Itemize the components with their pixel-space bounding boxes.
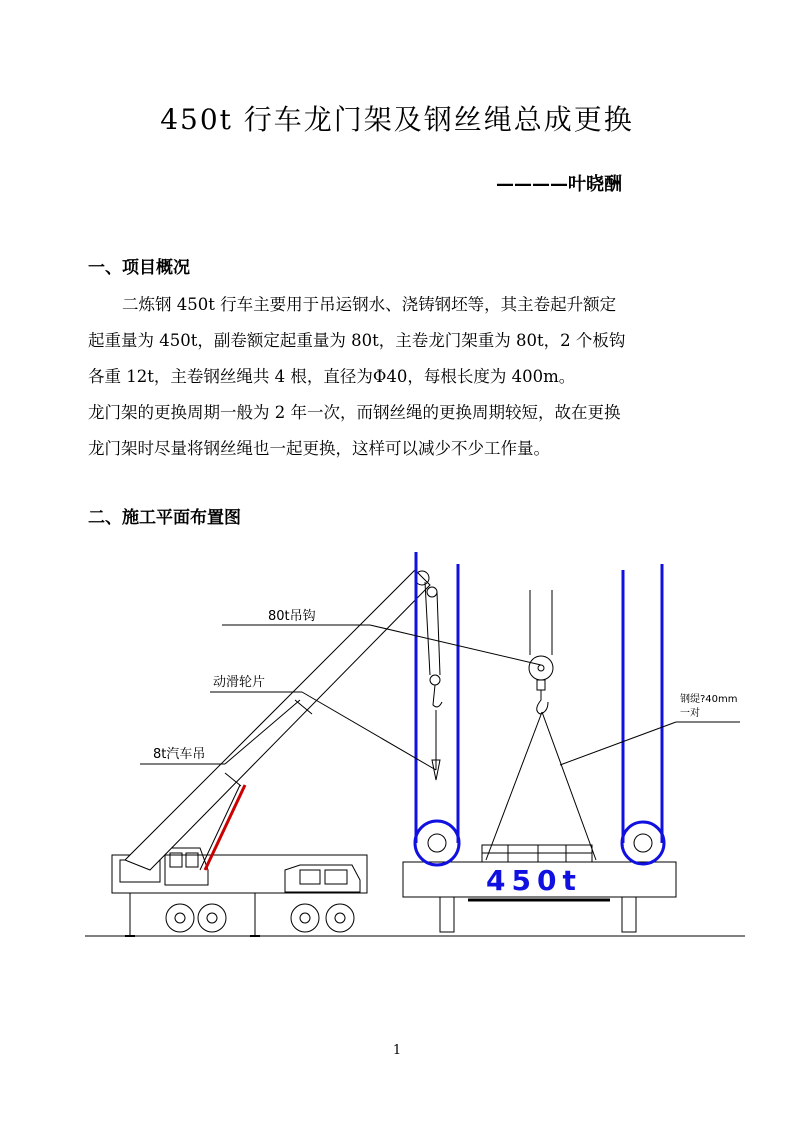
body-line: 龙门架的更换周期一般为 2 年一次，而钢丝绳的更换周期较短，故在更换 [88, 403, 621, 422]
page-number: 1 [392, 1043, 402, 1058]
body-line: 龙门架时尽量将钢丝绳也一起更换，这样可以减少不少工作量。 [88, 439, 550, 458]
label-pulley: 动滑轮片 [213, 675, 266, 690]
rope-drum-right [622, 564, 664, 864]
main-hook-and-slings [486, 590, 596, 860]
section-1-heading: 一、项目概况 [88, 258, 190, 278]
crane-hook-assembly [425, 582, 442, 780]
label-80t-hook: 80t吊钩 [268, 609, 316, 624]
label-truck-crane: 8t汽车吊 [153, 747, 206, 762]
label-rope-spec: 钢缇?40mm [680, 694, 738, 705]
page-title: 450t 行车龙门架及钢丝绳总成更换 [160, 103, 634, 136]
section-1-body [88, 287, 688, 467]
body-line: 起重量为 450t，副卷额定起重量为 80t，主卷龙门架重为 80t，2 个板钩 [88, 331, 626, 350]
author-line: ————叶晓酬 [496, 174, 622, 195]
body-line: 各重 12t，主卷钢丝绳共 4 根，直径为Φ40，每根长度为 400m。 [88, 367, 576, 386]
leader-lines [140, 625, 740, 770]
label-rope-pair: 一对 [680, 708, 700, 719]
construction-layout-diagram [0, 540, 794, 950]
load-capacity-label: 450t [486, 864, 582, 897]
section-2-heading: 二、施工平面布置图 [88, 508, 241, 528]
body-line: 二炼钢 450t 行车主要用于吊运钢水、浇铸钢坯等，其主卷起升额定 [122, 295, 617, 314]
